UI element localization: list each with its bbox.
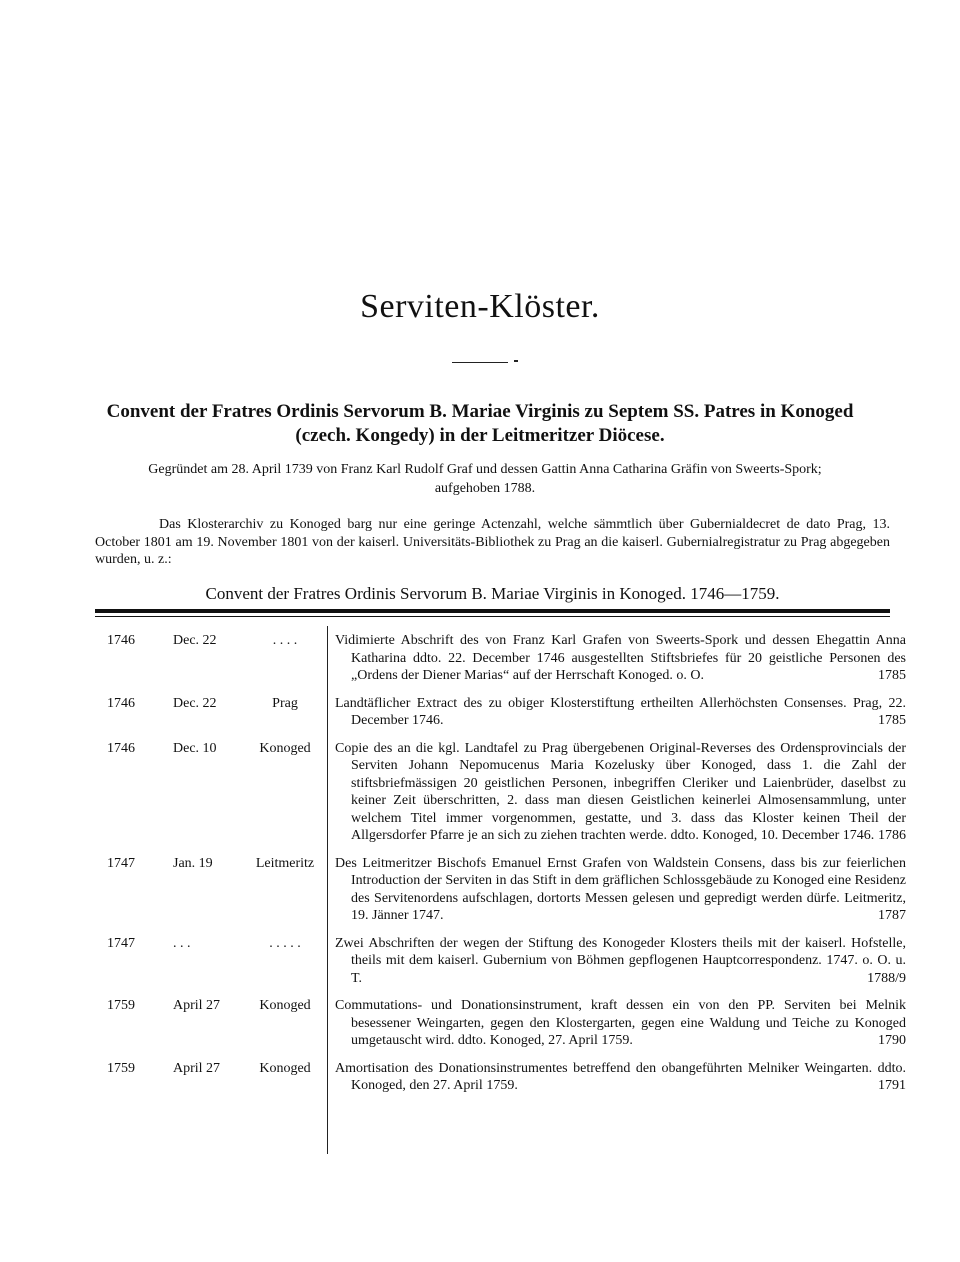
- table-top-rule-thin: [95, 616, 890, 617]
- title-divider: [452, 362, 508, 363]
- entry-year: 1746: [107, 633, 135, 648]
- table-row: [95, 855, 906, 925]
- entry-text: Commutations- und Donationsinstrument, kraft dessen ein von den PP. Serviten bei Melnik besessener Weingarten, gegen den Klostergarten, gegen eine Waldung und Teiche zu Konoged umgetauscht wird. ddto. Konoged, 27. April 1759.: [335, 998, 906, 1048]
- entry-description: [335, 997, 906, 1050]
- entry-number: 1790: [878, 1033, 906, 1048]
- convent-heading-line1: Convent der Fratres Ordinis Servorum B. Mariae Virginis zu Septem SS. Patres in Konoged: [106, 401, 854, 422]
- table-row: [95, 695, 906, 730]
- entry-place: . . . .: [272, 633, 298, 648]
- entry-place: Konoged: [259, 740, 311, 756]
- entry-year: 1747: [107, 935, 135, 951]
- entry-number: 1791: [878, 1078, 906, 1093]
- entry-description: [335, 740, 906, 845]
- table-row: [95, 740, 906, 845]
- entry-date: Dec. 22: [173, 633, 217, 648]
- table-row: [95, 632, 906, 685]
- founding-note: [80, 460, 890, 498]
- intro-text: Das Klosterarchiv zu Konoged barg nur eine geringe Actenzahl, welche sämmtlich über Gubernialdecret de dato Prag, 13. October 1801 am 19. November 1801 von der kaiserl. Universitäts-Bibliothek zu Prag an die kaiserl. Gubernialregistratur zu Prag abgegeben wurden, u. z.:: [95, 517, 890, 567]
- entry-number: 1787: [878, 908, 906, 923]
- table-row: [95, 935, 906, 988]
- entry-text: Copie des an die kgl. Landtafel zu Prag übergebenen Original-Reverses des Ordensprovincials der Serviten Johann Nepomucenus Maria Kozelusky über Konoged, dass 1. die Zahl der stiftsbriefmässigen 20 geistlichen Personen, inbegriffen Cleriker und Laienbrüder, daselbst zu keiner Zeit überschritten, 2. dass man diesen Geistlichen keinerlei Almosensammlung, unter welchem Titel immer vorgenommen, gestatte, und 3. dass das Kloster keinen Theil der Allgersdorfer Pfarre je an sich zu ziehen trachten werde. ddto. Konoged, 10. December 1746.: [335, 740, 906, 843]
- entry-number: 1786: [878, 828, 906, 843]
- entry-year: 1746: [107, 695, 135, 711]
- entry-year: 1746: [107, 740, 135, 756]
- section-heading: Convent der Fratres Ordinis Servorum B. Mariae Virginis in Konoged. 1746—1759.: [205, 584, 780, 603]
- convent-heading: [80, 400, 880, 448]
- title-divider-dot: [514, 360, 518, 362]
- entry-description: [335, 935, 906, 988]
- intro-paragraph: [95, 516, 890, 569]
- entry-text: Amortisation des Donationsinstrumentes betreffend den obangeführten Melniker Weingarten. ddto. Konoged, den 27. April 1759.: [335, 1060, 906, 1093]
- founding-line1: Gegründet am 28. April 1739 von Franz Karl Rudolf Graf und dessen Gattin Anna Catharina Gräfin von Sweerts-Spork;: [148, 462, 822, 477]
- entry-text: Des Leitmeritzer Bischofs Emanuel Ernst Grafen von Waldstein Consens, dass bis zur feierlichen Introduction der Serviten in das Stift in dem gräflichen Schlossgebäude zu Konoged eine Residenz des Servitenordens aufschlagen, dortorts Messen gelesen und gepredigt werden dürfe. Leitmeritz, 19. Jänner 1747.: [335, 855, 906, 923]
- entry-date: Jan. 19: [173, 855, 213, 871]
- table-row: [95, 997, 906, 1050]
- entry-number: 1785: [878, 668, 906, 683]
- convent-heading-line2: (czech. Kongedy) in der Leitmeritzer Diöcese.: [295, 425, 665, 446]
- entry-date: April 27: [173, 998, 221, 1013]
- entry-description: [335, 855, 906, 925]
- entry-text: Zwei Abschriften der wegen der Stiftung des Konogeder Klosters theils mit der kaiserl. Hofstelle, theils mit dem kaiserl. Gubernium von Böhmen gepflogenen Hauptcorrespondenz. 1747. o. O. u. T.: [335, 935, 906, 986]
- entry-place: . . . . .: [269, 935, 301, 951]
- entry-date: Dec. 10: [173, 740, 217, 756]
- entry-text: Vidimierte Abschrift des von Franz Karl Grafen von Sweerts-Spork und dessen Ehegattin Anna Katharina ddto. 22. December 1746 ausgestellten Stiftsbriefes für 20 geistliche Personen des „Ordens der Diener Marias“ auf der Herrschaft Konoged. o. O.: [335, 633, 906, 683]
- entry-text: Landtäflicher Extract des zu obiger Klosterstiftung ertheilten Allerhöchsten Consenses. Prag, 22. December 1746.: [335, 695, 906, 728]
- page-title: Serviten-Klöster.: [360, 288, 600, 325]
- entry-description: [335, 695, 906, 730]
- entry-description: [335, 632, 906, 685]
- entry-place: Konoged: [259, 998, 311, 1013]
- entry-description: [335, 1060, 906, 1095]
- entries-table: [95, 632, 906, 1105]
- entry-place: Konoged: [259, 1060, 311, 1076]
- entry-year: 1747: [107, 855, 135, 871]
- entry-number: 1785: [878, 713, 906, 728]
- entry-place: Leitmeritz: [255, 855, 315, 871]
- entry-year: 1759: [107, 1060, 135, 1076]
- founding-line2: aufgehoben 1788.: [434, 481, 536, 496]
- entry-date: . . .: [173, 935, 191, 951]
- table-top-rule-thick: [95, 609, 890, 613]
- entry-year: 1759: [107, 998, 135, 1013]
- entry-date: Dec. 22: [173, 695, 217, 711]
- entry-place: Prag: [272, 695, 298, 711]
- entry-date: April 27: [173, 1060, 221, 1076]
- entry-number: 1788/9: [867, 970, 906, 986]
- table-row: [95, 1060, 906, 1095]
